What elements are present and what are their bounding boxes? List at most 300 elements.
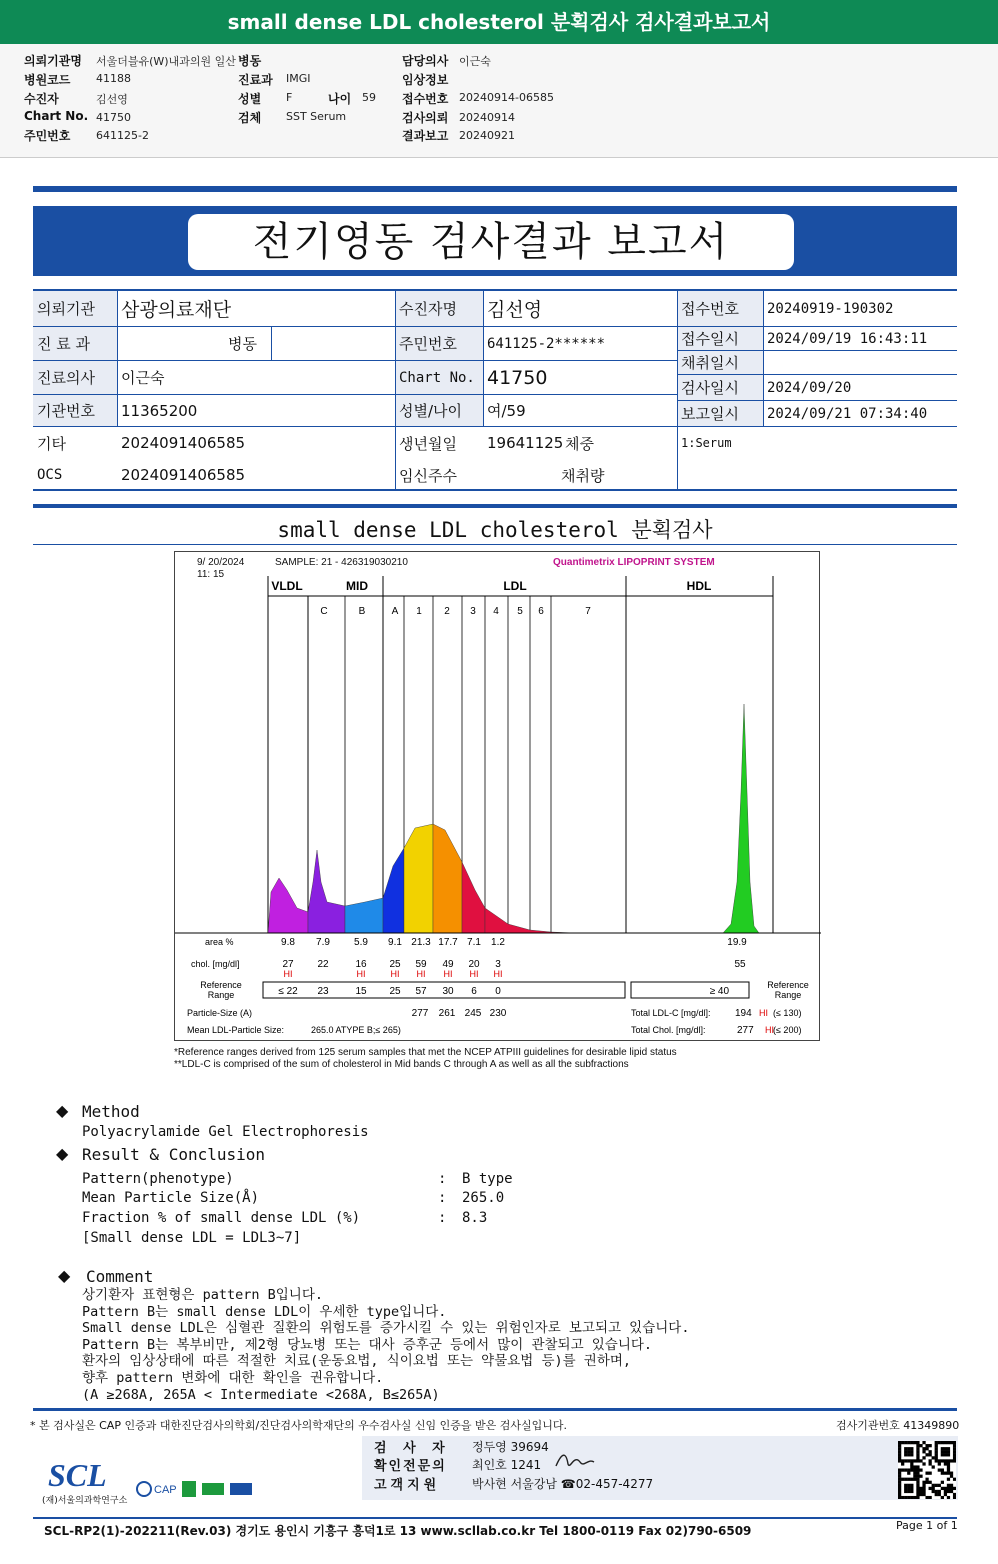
qr-module [947,1496,950,1499]
qr-module [935,1459,938,1462]
inst-value: 서울더블유(W)내과의원 일산 [96,55,236,68]
qr-module [916,1465,919,1468]
total-ldl-flag: HI [759,1008,768,1018]
qr-module [907,1459,910,1462]
qr-module [941,1468,944,1471]
comment-line: 상기환자 표현형은 pattern B입니다. [82,1287,323,1303]
bullet-icon: ◆ [58,1266,71,1285]
qr-module [904,1478,907,1481]
result-row-sep: : [438,1190,447,1206]
qr-module [907,1484,910,1487]
qr-module [950,1475,953,1478]
qr-module [947,1478,950,1481]
qr-module [907,1468,910,1471]
qr-module [947,1459,950,1462]
qr-module [953,1453,956,1456]
mean-label: Mean LDL-Particle Size: [187,1025,285,1035]
sexage-label: 성별/나이 [395,395,483,427]
hi-flag: HI [493,969,503,979]
hdl-area-value: 19.9 [727,937,747,948]
hdl-chol-value: 55 [734,959,746,970]
qr-module [950,1459,953,1462]
rrn-label: 주민번호 [395,327,483,361]
qr-module [898,1450,901,1453]
qr-module [929,1462,932,1465]
qr-module [898,1490,901,1493]
code-label: 기관번호 [33,395,117,427]
area-value: 1.2 [491,937,505,948]
total-ldl-label: Total LDL-C [mg/dl]: [631,1008,711,1018]
comment-line: Pattern B는 small dense LDL이 우세한 type입니다. [82,1303,447,1320]
qr-module [898,1496,901,1499]
qr-module [929,1496,932,1499]
ocs-label: OCS [37,467,63,483]
qr-module [922,1487,925,1490]
particle-value: 277 [411,1008,429,1019]
sex-value: F [286,91,293,104]
chol-value: 59 [415,959,427,970]
qr-module [944,1490,947,1493]
chol-value: 16 [355,959,367,970]
qr-module [898,1441,901,1444]
qr-module [935,1444,938,1447]
birth-value: 19641125 [487,434,564,452]
qr-module [907,1450,910,1453]
page-number: Page 1 of 1 [896,1519,958,1532]
qr-module [953,1459,956,1462]
ref-value: 0 [495,986,501,997]
code-value: 11365200 [117,395,395,427]
qr-module [901,1496,904,1499]
qr-module [953,1447,956,1450]
area-value: 9.1 [388,937,402,948]
qr-module [898,1459,901,1462]
qr-module [944,1453,947,1456]
hi-flag: HI [283,969,293,979]
doctor-value: 이근숙 [117,361,395,395]
report-value: 2024/09/21 07:34:40 [763,401,957,427]
qr-module [929,1487,932,1490]
dept-label: 진 료 과 [33,327,117,361]
qr-module [907,1447,910,1450]
comment-line: 향후 pattern 변화에 대한 확인을 권유합니다. [82,1369,384,1386]
qr-module [941,1487,944,1490]
qr-module [919,1468,922,1471]
qr-module [907,1496,910,1499]
ref-value: ≤ 22 [278,986,298,997]
qr-module [916,1487,919,1490]
qr-module [910,1453,913,1456]
qr-module [904,1468,907,1471]
chol-value: 27 [282,959,294,970]
comment-line: Small dense LDL은 심혈관 질환의 위험도를 증가시킬 수 있는 위험인자로 보고되고 있습니다. [82,1320,690,1337]
band-label: 2 [444,606,450,617]
qr-module [938,1490,941,1493]
etc-label: 기타 [37,434,66,453]
qr-module [910,1450,913,1453]
report-label: 결과보고 [402,129,449,143]
qr-module [910,1462,913,1465]
qr-module [898,1447,901,1450]
comment-line: (A ≥268A, 265A < Intermediate <268A, B≤265A) [82,1386,440,1403]
total-ldl-ref: (≤ 130) [773,1008,802,1018]
qr-module [907,1490,910,1493]
signature-icon [552,1450,596,1472]
qr-module [950,1472,953,1475]
qr-module [953,1456,956,1459]
qr-module [922,1450,925,1453]
qr-module [938,1462,941,1465]
qr-module [916,1475,919,1478]
result-row-value: 8.3 [462,1210,488,1226]
qr-module [935,1456,938,1459]
area-value: 17.7 [438,937,458,948]
cert-logos [134,1478,258,1500]
band-label: 7 [585,606,591,617]
qr-module [938,1493,941,1496]
qr-module [922,1490,925,1493]
top-info-panel [0,44,998,158]
hdl-ref-value: ≥ 40 [709,986,729,997]
particle-value: 261 [438,1008,456,1019]
qr-module [904,1490,907,1493]
sex-label: 성별 [238,92,262,106]
section-divider [33,504,957,508]
comment-title: Comment [86,1267,154,1286]
qr-module [925,1478,928,1481]
chart-value: 41750 [483,361,677,395]
qr-module [910,1468,913,1471]
footnote-1: *Reference ranges derived from 125 serum samples that met the NCEP ATPIII guidelines for desirable lipid status [174,1047,677,1058]
total-chol-value: 277 [737,1025,754,1036]
band-label: C [320,606,328,617]
qr-module [947,1450,950,1453]
area-value: 5.9 [354,937,368,948]
qr-module [916,1441,919,1444]
qr-module [910,1484,913,1487]
patient-label: 수진자명 [395,291,483,327]
qr-module [907,1487,910,1490]
method-title: Method [82,1102,140,1121]
qr-module [932,1456,935,1459]
qr-module [916,1481,919,1484]
chart-time: 11: 15 [197,569,225,580]
qr-module [947,1462,950,1465]
qr-module [922,1493,925,1496]
chol-value: 49 [442,959,454,970]
patient-label: 수진자 [24,92,59,106]
qr-module [953,1496,956,1499]
signer2-label: 확인전문의 [374,1459,447,1474]
svg-text:CAP: CAP [154,1484,177,1496]
qr-module [929,1450,932,1453]
qr-module [947,1490,950,1493]
chart-date: 9/ 20/2024 [197,557,245,568]
qr-module [947,1453,950,1456]
dept-extra [271,327,395,361]
hdl-ref-box [631,982,749,998]
signer2-value: 최인호 1241 [472,1458,542,1472]
hi-flag: HI [469,969,479,979]
col-divider [395,291,396,491]
qr-module [941,1496,944,1499]
ref-label-right: Reference [767,980,809,990]
qr-module [907,1472,910,1475]
qr-module [913,1441,916,1444]
qr-module [916,1453,919,1456]
lipoprint-chart [174,551,820,1041]
result-row-label: Fraction % of small dense LDL (%) [82,1210,361,1226]
area-value: 7.9 [316,937,330,948]
result-row-sep: : [438,1210,447,1226]
qr-module [907,1441,910,1444]
bullet-icon: ◆ [56,1144,69,1163]
qr-module [913,1472,916,1475]
qr-module [938,1441,941,1444]
qr-module [901,1459,904,1462]
chol-value: 22 [317,959,329,970]
dept-value: 병동 [117,327,271,361]
group-label: VLDL [271,579,303,593]
age-value: 59 [362,91,376,104]
qr-module [925,1472,928,1475]
signer3-label: 고객지원 [374,1478,441,1493]
qr-module [929,1453,932,1456]
rrn-label: 주민번호 [24,129,71,143]
footnote-2: **LDL-C is comprised of the sum of cholesterol in Mid bands C through A as well as all the subfractions [174,1059,629,1070]
qr-module [916,1484,919,1487]
qr-module [919,1475,922,1478]
qr-module [935,1447,938,1450]
qr-module [913,1459,916,1462]
result-title: Result & Conclusion [82,1145,266,1164]
bullet-icon: ◆ [56,1101,69,1120]
qr-module [913,1496,916,1499]
divider-top [33,186,957,192]
band-label: A [391,606,399,617]
ref-value: 23 [317,986,329,997]
area-value: 7.1 [467,937,481,948]
inst-label: 의뢰기관 [33,291,117,327]
result-row-value: 265.0 [462,1190,505,1206]
qr-module [953,1444,956,1447]
qr-module [941,1453,944,1456]
signer-box [362,1436,958,1500]
qr-module [944,1459,947,1462]
qr-module [947,1465,950,1468]
patient-value: 김선영 [96,93,128,106]
qr-module [898,1484,901,1487]
lab-number: 검사기관번호 41349890 [836,1419,960,1432]
qr-module [907,1453,910,1456]
qr-module [919,1459,922,1462]
test-value: 2024/09/20 [763,375,957,401]
qr-module [907,1478,910,1481]
qr-module [916,1447,919,1450]
qr-module [898,1481,901,1484]
preg-label: 임신주수 [399,466,457,485]
qr-module [938,1484,941,1487]
qr-module [916,1459,919,1462]
band-label: 4 [493,606,499,617]
mid-c-peak [308,850,345,933]
vldl-peak [268,878,308,933]
footer-divider [33,1408,957,1411]
comment-line: Pattern B는 복부비만, 제2형 당뇨병 또는 대사 증후군 등에서 많이 관찰되고 있습니다. [82,1336,653,1353]
scl-logo: SCL [48,1457,107,1493]
chol-value: 20 [468,959,480,970]
qr-module [898,1478,901,1481]
qr-module [944,1493,947,1496]
bottom-divider [33,1517,957,1519]
mid-b-peak [345,898,383,933]
qr-module [935,1453,938,1456]
qr-module [929,1459,932,1462]
qr-module [944,1441,947,1444]
qr-module [953,1441,956,1444]
qr-module [916,1493,919,1496]
qr-module [910,1441,913,1444]
qr-module [916,1444,919,1447]
qr-module [910,1459,913,1462]
etc-value: 2024091406585 [121,434,246,452]
qr-module [919,1444,922,1447]
group-label: HDL [686,579,712,593]
qr-module [901,1468,904,1471]
mean-value: 265.0 ATYPE B;≤ 265) [311,1025,401,1035]
ref-value: 25 [389,986,401,997]
qr-module [916,1468,919,1471]
qr-module [916,1478,919,1481]
col-divider [763,291,764,427]
qr-module [929,1472,932,1475]
particle-value: 245 [464,1008,482,1019]
chart-label: Chart No. [24,109,89,123]
receipt-dt-value: 2024/09/19 16:43:11 [763,327,957,351]
hi-flag: HI [356,969,366,979]
qr-module [953,1487,956,1490]
area-value: 9.8 [281,937,295,948]
top-title: small dense LDL cholesterol 분획검사 검사결과보고서 [0,0,998,44]
test-label: 검사일시 [677,375,763,401]
request-value: 20240914 [459,111,515,124]
qr-module [904,1441,907,1444]
qr-module [898,1487,901,1490]
chol-value: 25 [389,959,401,970]
qr-module [916,1490,919,1493]
qr-module [910,1496,913,1499]
qr-module [932,1487,935,1490]
info-table [33,289,957,491]
comment-lines [82,1287,689,1403]
ref-value: 57 [415,986,427,997]
inst-label: 의뢰기관명 [24,54,82,68]
qr-module [898,1468,901,1471]
particle-label: Particle-Size (A) [187,1008,253,1018]
group-label: MID [346,579,368,593]
qr-module [919,1490,922,1493]
specimen-value: SST Serum [286,110,347,123]
doctor-label: 담당의사 [402,54,449,68]
qr-module [938,1468,941,1471]
chol-label: chol. [mg/dl] [191,959,240,969]
receipt-no-value: 20240919-190302 [763,291,957,327]
qr-module [944,1487,947,1490]
qr-module [898,1475,901,1478]
qr-module [913,1468,916,1471]
result-row-label: Pattern(phenotype) [82,1171,234,1187]
scl-logo-sub: (재)서울의과학연구소 [42,1496,128,1506]
qr-module [941,1447,944,1450]
ocs-value: 2024091406585 [121,466,246,484]
ldl2-peak [433,824,462,933]
qr-module [898,1493,901,1496]
qr-module [901,1441,904,1444]
band-label: 5 [517,606,523,617]
patient-value: 김선영 [483,291,677,327]
result-row-label: Mean Particle Size(Å) [82,1190,260,1206]
qr-module [925,1444,928,1447]
col-divider [483,291,484,427]
col-divider [677,291,678,491]
qr-module [901,1478,904,1481]
qr-module [938,1459,941,1462]
sexage-value: 여/59 [483,395,677,427]
qr-module [925,1453,928,1456]
area-label: area % [205,937,234,947]
band-label: 3 [470,606,476,617]
qr-module [950,1484,953,1487]
rrn-value: 641125-2 [96,129,149,142]
qr-module [898,1453,901,1456]
qr-module [910,1487,913,1490]
qr-module [904,1496,907,1499]
qr-module [904,1487,907,1490]
qr-module [947,1484,950,1487]
qr-module [898,1472,901,1475]
qr-module [901,1462,904,1465]
area-value: 21.3 [411,937,431,948]
qr-module [898,1444,901,1447]
cert-text: * 본 검사실은 CAP 인증과 대한진단검사의학회/진단검사의학재단의 우수검사실 신임 인증을 받은 검사실입니다. [30,1419,568,1432]
request-label: 검사의뢰 [402,111,449,125]
qr-module [941,1472,944,1475]
ref-label: Range [207,990,235,1000]
qr-module [904,1484,907,1487]
hi-flag: HI [416,969,426,979]
receipt-no-label: 접수번호 [677,291,763,327]
qr-module [904,1450,907,1453]
qr-module [935,1484,938,1487]
qr-module [910,1478,913,1481]
specimen-label: 검체 [238,111,262,125]
chol-value: 3 [495,959,501,970]
qr-module [947,1472,950,1475]
qr-module [898,1456,901,1459]
receipt-value: 20240914-06585 [459,91,554,104]
result-row-sep: : [438,1171,447,1187]
qr-module [944,1462,947,1465]
qr-module [941,1450,944,1453]
qr-module [925,1496,928,1499]
qr-module [916,1496,919,1499]
weight-label: 체중 [565,434,594,453]
qr-module [935,1493,938,1496]
qr-module [935,1441,938,1444]
qr-module [953,1493,956,1496]
ref-label: Reference [200,980,242,990]
report-value: 20240921 [459,129,515,142]
